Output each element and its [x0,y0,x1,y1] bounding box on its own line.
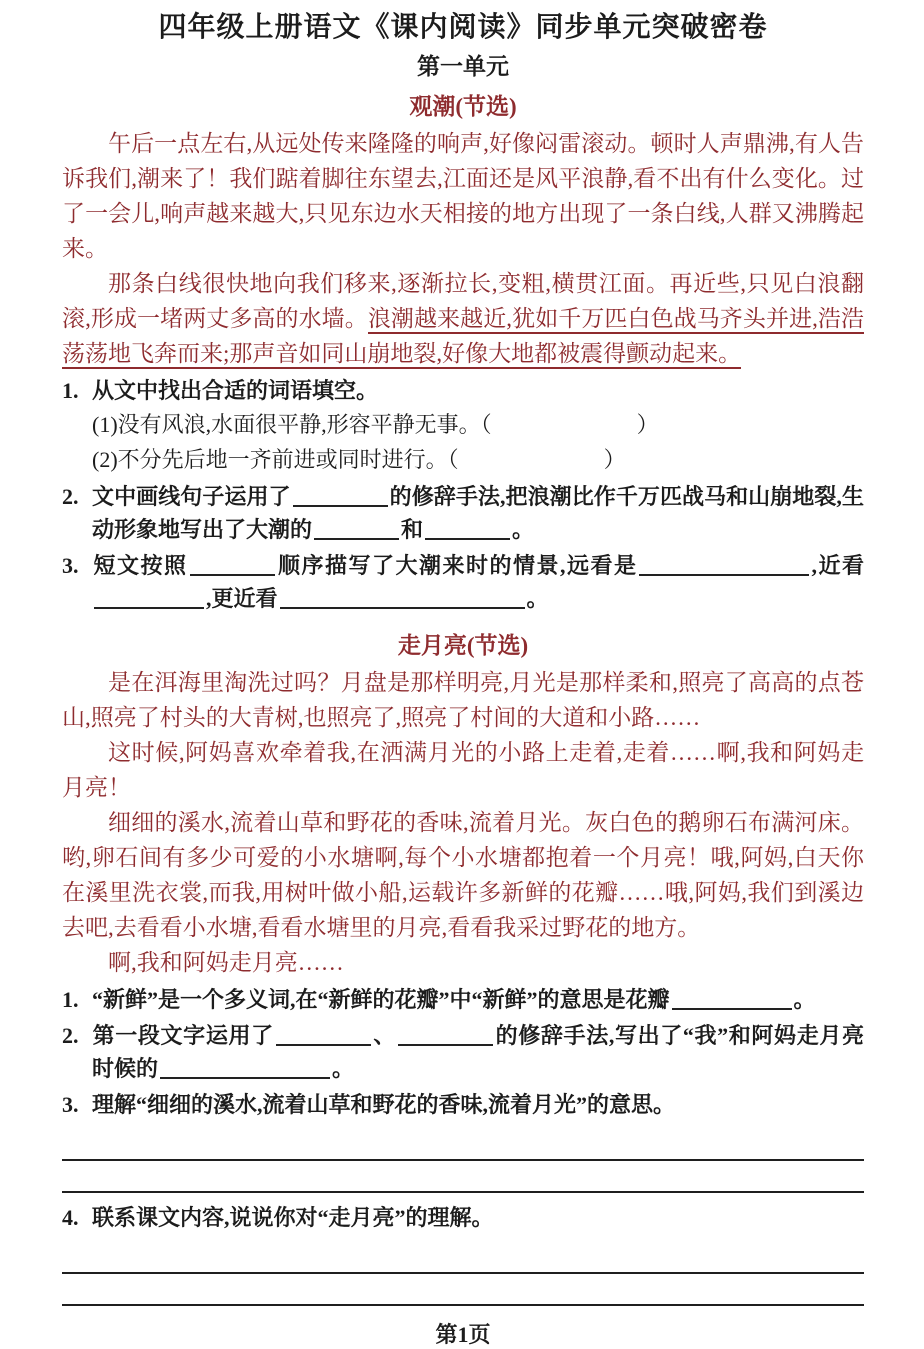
question-number: 2. [62,1023,79,1048]
question-number: 2. [62,484,79,509]
underlined-passage-text: 浪潮越来越近,犹如千万匹白色战马齐头并进,浩浩荡荡地飞奔而来;那声音如同山崩地裂,好像大地都被震得颤动起来。 [62,306,864,369]
question-1 [62,983,864,1016]
answer-blank [398,1028,493,1046]
question-4 [62,1201,864,1234]
question-text: 顺序描写了大潮来时的情景,远看是 [276,553,638,578]
question-3 [62,1088,864,1121]
question-text: 。 [512,517,535,542]
passage-text: 这时候,阿妈喜欢牵着我,在洒满月光的小路上走着,走着……啊,我和阿妈走月亮！ [62,740,864,800]
passage-paragraph [62,665,864,735]
passage-paragraph [62,945,864,980]
answer-blank [672,992,792,1010]
answer-blank [160,1061,330,1079]
passage-paragraph [62,266,864,371]
sub-question-text: (2)不分先后地一齐前进或同时进行。（ [92,447,459,472]
answer-paren-space [459,457,604,467]
question-number: 1. [62,987,79,1012]
question-text: 第一段文字运用了 [92,1023,274,1048]
question-2 [62,480,864,546]
passage-paragraph [62,735,864,805]
passage-text: 啊,我和阿妈走月亮…… [108,950,344,975]
answer-blank [94,591,204,609]
answer-paren-space [492,422,637,432]
passage-text: 那条白线很快地向我们移来,逐渐拉长,变粗,横贯江面。再近些,只见白浪翻滚,形成一堵两丈多高的水墙。 [62,271,864,331]
answer-blank [293,489,388,507]
passage-title-guanchao: 观潮(节选) [409,94,517,119]
question-number: 3. [62,553,79,578]
answer-blank [314,522,399,540]
question-text: 文中画线句子运用了 [92,484,291,509]
question-text: 从文中找出合适的词语填空。 [92,378,379,403]
passage-title-zouyueliang: 走月亮(节选) [397,633,529,658]
question-text: ,更近看 [206,586,278,611]
question-text: 的修辞手法,写出了“我”和阿妈走月亮时候的 [92,1023,864,1081]
passage-paragraph [62,805,864,945]
question-text: 和 [401,517,424,542]
question-1 [62,374,864,407]
answer-blank [425,522,510,540]
question-text: 、 [372,1023,397,1048]
paren-close: ） [636,412,659,437]
question-text: 的修辞手法,把浪潮比作千万匹战马和山崩地裂,生动形象地写出了大潮的 [92,484,864,542]
question-1-sub-2 [62,443,864,477]
answer-line [62,1161,864,1193]
answer-blank [280,591,525,609]
passage-text: 细细的溪水,流着山草和野花的香味,流着月光。灰白色的鹅卵石布满河床。哟,卵石间有多少可爱的小水塘啊,每个小水塘都抱着一个月亮！哦,阿妈,白天你在溪里洗衣裳,而我,用树叶做小船,运载许多新鲜的花瓣……哦,阿妈,我们到溪边去吧,去看看小水塘,看看水塘里的月亮,看看我采过野花的地方。 [62,810,864,940]
passage-paragraph [62,126,864,266]
answer-line [62,1242,864,1274]
question-text: ,近看 [811,553,864,578]
question-number: 3. [62,1092,79,1117]
question-text: 理解“细细的溪水,流着山草和野花的香味,流着月光”的意思。 [92,1092,676,1117]
question-text: 。 [793,987,816,1012]
sub-question-text: (1)没有风浪,水面很平静,形容平静无事。（ [92,412,492,437]
question-text: 短文按照 [92,553,188,578]
question-1-sub-1 [62,408,864,442]
passage-text: 午后一点左右,从远处传来隆隆的响声,好像闷雷滚动。顿时人声鼎沸,有人告诉我们,潮来了！我们踮着脚往东望去,江面还是风平浪静,看不出有什么变化。过了一会儿,响声越来越大,只见东边水天相接的地方出现了一条白线,人群又沸腾起来。 [62,131,864,261]
page-number: 第1页 [435,1322,491,1347]
passage-text: 是在洱海里淘洗过吗？月盘是那样明亮,月光是那样柔和,照亮了高高的点苍山,照亮了村头的大青树,也照亮了,照亮了村间的大道和小路…… [62,670,864,730]
question-2 [62,1019,864,1085]
question-number: 1. [62,378,79,403]
answer-blank [190,558,275,576]
answer-blank [276,1028,371,1046]
page-title: 四年级上册语文《课内阅读》同步单元突破密卷 [158,12,768,43]
question-text: 。 [332,1056,355,1081]
unit-heading: 第一单元 [417,54,509,79]
question-text: “新鲜”是一个多义词,在“新鲜的花瓣”中“新鲜”的意思是花瓣 [92,987,670,1012]
answer-line [62,1129,864,1161]
question-3 [62,549,864,615]
question-number: 4. [62,1205,79,1230]
question-text: 联系课文内容,说说你对“走月亮”的理解。 [92,1205,494,1230]
answer-line [62,1274,864,1306]
paren-close: ） [603,447,626,472]
question-text: 。 [526,586,549,611]
answer-blank [639,558,809,576]
